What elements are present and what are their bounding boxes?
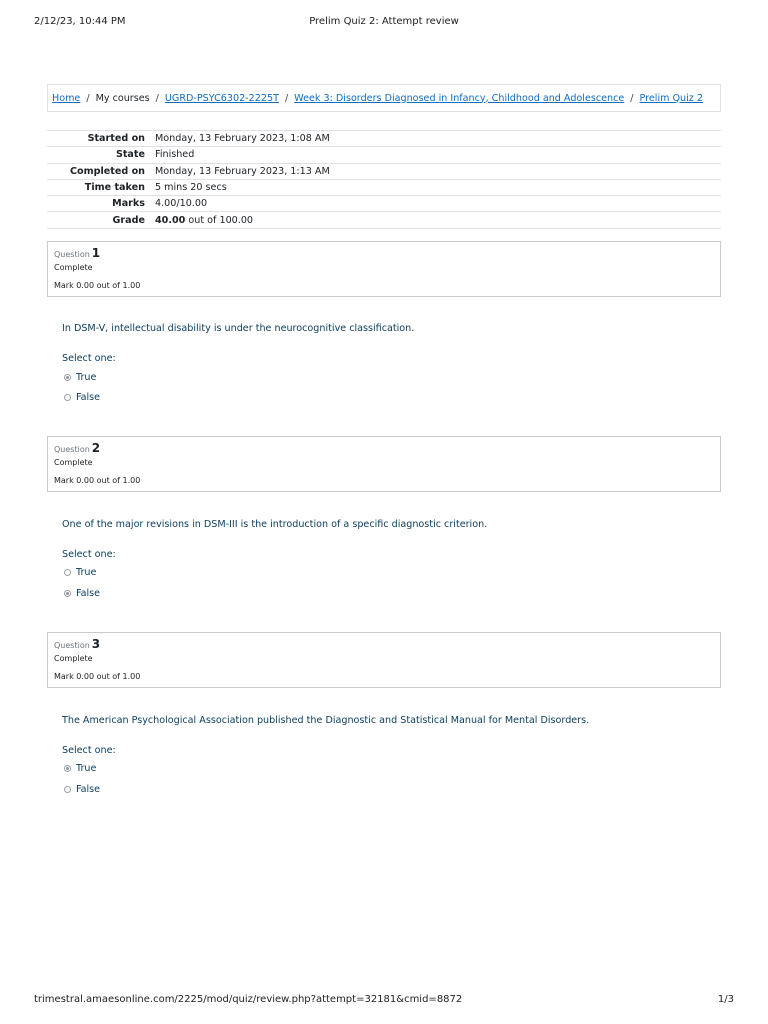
option-label: False [76,783,101,795]
question-number [54,441,100,455]
attempt-summary-table [47,130,721,229]
question-3-option-true[interactable] [64,762,96,774]
question-mark: Mark 0.00 out of 1.00 [54,476,141,485]
breadcrumb-separator: / [155,92,159,104]
grade-score: 40.00 [155,214,186,226]
question-number-value: 3 [91,637,101,651]
print-page-number: 1/3 [717,994,734,1005]
question-number [54,246,100,260]
breadcrumb-week-link[interactable]: Week 3: Disorders Diagnosed in Infancy, Childhood and Adolescence [294,92,625,104]
summary-row-marks [47,196,721,212]
question-1-option-false[interactable] [64,391,100,403]
question-3-info [47,632,721,688]
summary-value: 5 mins 20 secs [150,179,721,195]
option-label: True [76,371,97,383]
summary-row-completed [47,163,721,179]
option-label: False [76,391,101,403]
breadcrumb-my-courses: My courses [95,92,150,104]
summary-row-state [47,147,721,163]
question-mark: Mark 0.00 out of 1.00 [54,672,141,681]
radio-checked-icon[interactable] [64,374,71,381]
question-2-prompt: Select one: [62,549,116,560]
summary-label: Time taken [47,179,150,195]
radio-unchecked-icon[interactable] [64,786,71,793]
question-number-value: 2 [91,441,101,455]
print-datetime: 2/12/23, 10:44 PM [34,16,126,27]
summary-value [150,212,721,228]
breadcrumb-separator: / [284,92,289,104]
question-3-prompt: Select one: [62,745,116,756]
print-page-title: Prelim Quiz 2: Attempt review [309,16,459,27]
breadcrumb [47,84,721,112]
print-footer [34,994,734,1008]
question-2-text: One of the major revisions in DSM-III is the introduction of a specific diagnostic criterion. [62,519,488,530]
question-1-prompt: Select one: [62,353,116,364]
summary-label: State [47,147,150,163]
question-1-info [47,241,721,297]
question-2-option-false[interactable] [64,587,100,599]
breadcrumb-separator: / [86,92,90,104]
summary-row-started [47,131,721,147]
question-3-text: The American Psychological Association published the Diagnostic and Statistical Manual for Mental Disorders. [62,715,590,726]
breadcrumb-course-link[interactable]: UGRD-PSYC6302-2225T [164,92,279,104]
summary-value: Monday, 13 February 2023, 1:13 AM [150,163,721,179]
question-3-option-false[interactable] [64,783,100,795]
question-2-option-true[interactable] [64,566,96,578]
question-number [54,637,100,651]
question-2-info [47,436,721,492]
summary-row-grade [47,212,721,228]
question-state: Complete [54,654,93,663]
print-header [34,16,734,32]
radio-checked-icon[interactable] [64,765,71,772]
summary-value: Finished [150,147,721,163]
summary-label: Completed on [47,163,150,179]
question-label: Question [54,250,90,259]
summary-label: Started on [47,131,150,147]
question-mark: Mark 0.00 out of 1.00 [54,281,141,290]
question-label: Question [54,641,90,650]
option-label: False [76,587,101,599]
summary-value: Monday, 13 February 2023, 1:08 AM [150,131,721,147]
summary-label: Marks [47,196,150,212]
summary-row-time-taken [47,179,721,195]
radio-unchecked-icon[interactable] [64,394,71,401]
question-1-text: In DSM-V, intellectual disability is under the neurocognitive classification. [62,323,415,334]
breadcrumb-quiz-link[interactable]: Prelim Quiz 2 [639,92,703,104]
option-label: True [76,762,97,774]
print-url: trimestral.amaesonline.com/2225/mod/quiz/review.php?attempt=32181&cmid=8872 [34,994,463,1005]
radio-checked-icon[interactable] [64,590,71,597]
summary-label: Grade [47,212,150,228]
question-state: Complete [54,458,93,467]
question-1-option-true[interactable] [64,371,96,383]
grade-out-of: out of 100.00 [185,214,254,226]
breadcrumb-home-link[interactable]: Home [52,92,81,104]
option-label: True [76,566,97,578]
summary-value: 4.00/10.00 [150,196,721,212]
question-label: Question [54,445,90,454]
radio-unchecked-icon[interactable] [64,569,71,576]
breadcrumb-separator: / [630,92,634,104]
question-state: Complete [54,263,93,272]
question-number-value: 1 [91,246,101,260]
